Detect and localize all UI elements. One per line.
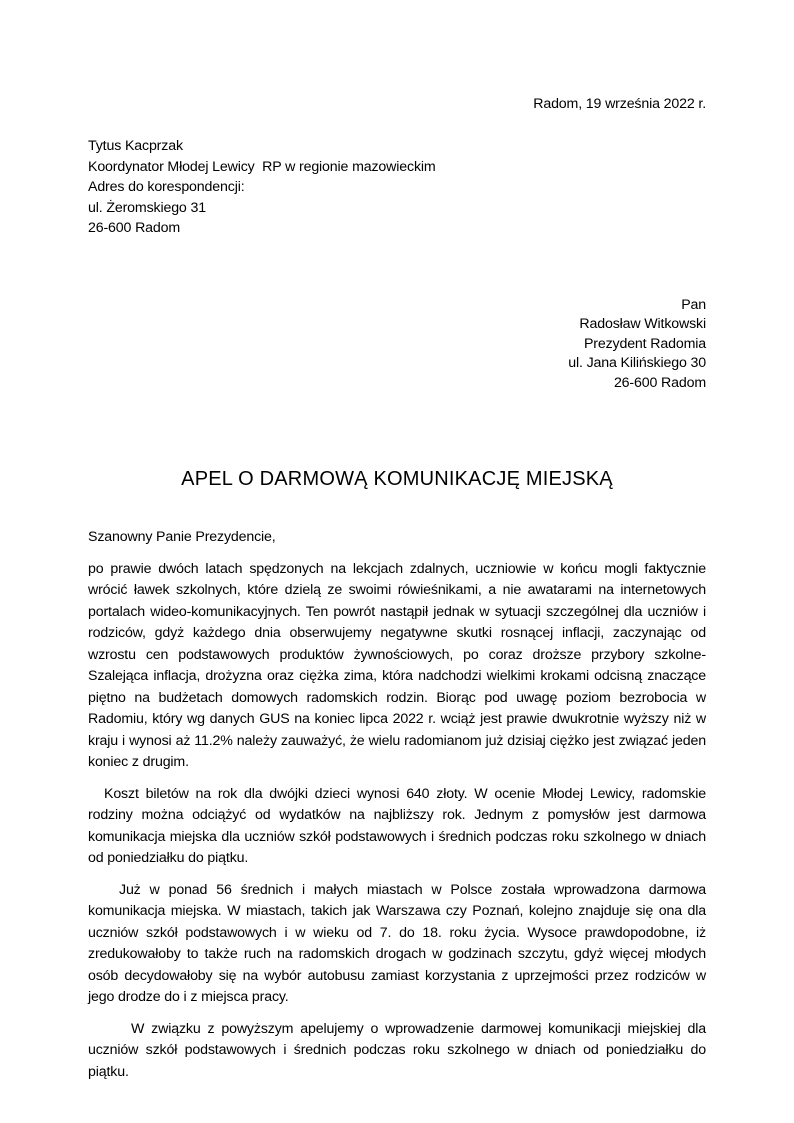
recipient-street: ul. Jana Kilińskiego 30 <box>568 355 706 371</box>
letter-title: APEL O DARMOWĄ KOMUNIKACJĘ MIEJSKĄ <box>181 468 613 490</box>
recipient-role: Prezydent Radomia <box>583 335 706 352</box>
recipient-city: 26-600 Radom <box>613 374 706 391</box>
recipient-block <box>88 296 706 394</box>
salutation: Szanowny Panie Prezydencie, <box>88 529 276 545</box>
sender-street: ul. Żeromskiego 31 <box>88 199 206 216</box>
sender-role: Koordynator Młodej Lewicy RP w regionie mazowieckim <box>88 158 436 175</box>
body-paragraph-2: Koszt biletów na rok dla dwójki dzieci wynosi 640 złoty. W ocenie Młodej Lewicy, radomskie rodziny można odciążyć od wydatków na najbliższy rok. Jednym z pomysłów jest darmowa komunikacja miejska dla uczniów szkół podstawowych i średnich podczas roku szkolnego w dniach od poniedziałku do piątku. <box>88 785 706 866</box>
sender-block <box>88 136 706 239</box>
recipient-name: Radosław Witkowski <box>579 316 706 332</box>
body-paragraph-3: Już w ponad 56 średnich i małych miastach w Polsce została wprowadzona darmowa komunikacja miejska. W miastach, takich jak Warszawa czy Poznań, kolejno znajduje się ona dla uczniów szkół podstawowych i w wieku od 7. do 18. roku życia. Wysoce prawdopodobne, iż zredukowałoby to także ruch na radomskich drogach w godzinach szczytu, gdyż więcej młodych osób decydowałoby się na wybór autobusu zamiast korzystania z uprzejmości przez rodziców w jego drodze do i z miejsca pracy. <box>88 881 706 1005</box>
sender-address-label: Adres do korespondencji: <box>88 179 245 195</box>
sender-name: Tytus Kacprzak <box>88 138 183 154</box>
body-paragraph-1: po prawie dwóch latach spędzonych na lekcjach zdalnych, uczniowie w końcu mogli faktycznie wrócić ławek szkolnych, które dzielą ze swoimi rówieśnikami, a nie awatarami na internetowych portalach wideo-komunikacyjnych. Ten powrót nastąpił jednak w sytuacji szczególnej dla uczniów i rodziców, gdyż każdego dnia obserwujemy negatywne skutki rosnącej inflacji, zaczynając od wzrostu cen podstawowych produktów żywnościowych, po coraz droższe przybory szkolne- Szalejąca inflacja, drożyzna oraz ciężka zima, która nadchodzi wielkimi krokami odcisną znaczące piętno na budżetach domowych radomskich rodzin. Biorąc pod uwagę poziom bezrobocia w Radomiu, który wg danych GUS na koniec lipca 2022 r. wciąż jest prawie dwukrotnie wyższy niż w kraju i wynosi aż 11.2% należy zauważyć, że wielu radomianom już dzisiaj ciężko jest związać jeden koniec z drugim. <box>88 560 706 770</box>
date-line: Radom, 19 września 2022 r. <box>533 96 706 112</box>
recipient-honorific: Pan <box>681 296 706 313</box>
body-paragraph-4: W związku z powyższym apelujemy o wprowadzenie darmowej komunikacji miejskiej dla uczniów szkół podstawowych i średnich podczas roku szkolnego w dniach od poniedziałku do piątku. <box>88 1020 706 1080</box>
sender-city: 26-600 Radom <box>88 220 181 236</box>
